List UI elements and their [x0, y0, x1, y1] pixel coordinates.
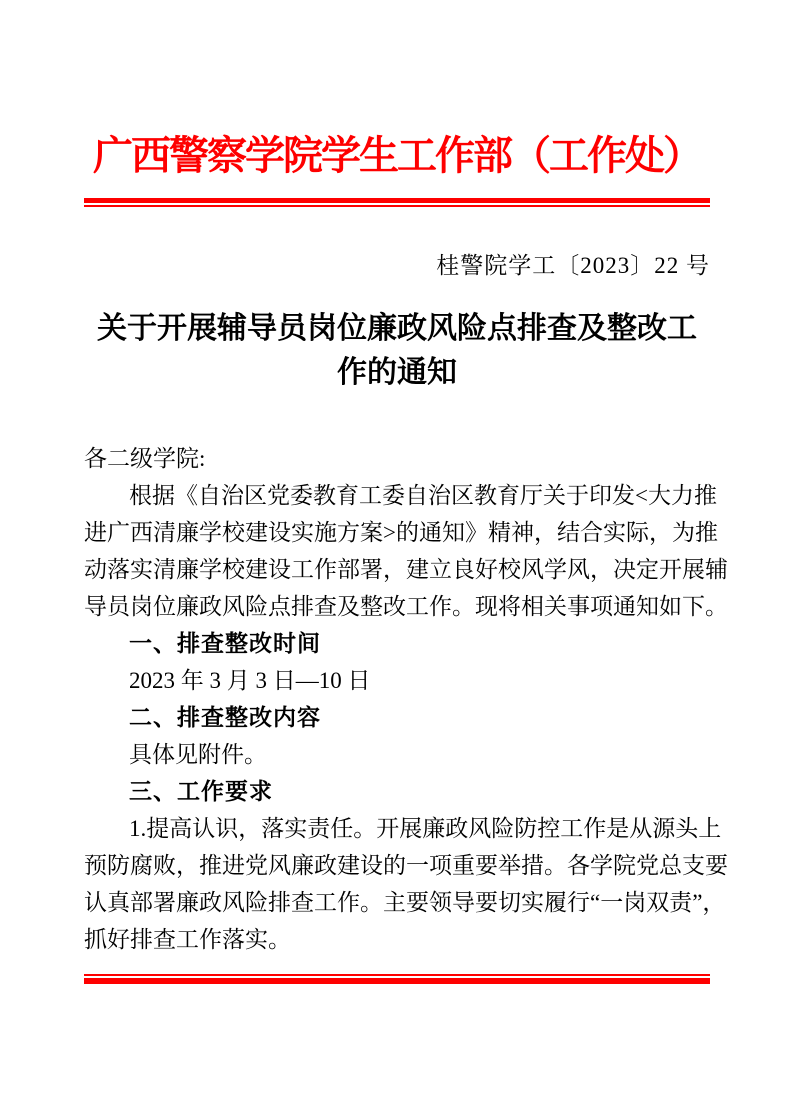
document-content: [84, 0, 728, 984]
red-separator-top: [84, 198, 710, 207]
red-separator-bottom-thick-bar: [84, 978, 710, 984]
document-title-line-1: 关于开展辅导员岗位廉政风险点排查及整改工: [97, 312, 697, 345]
paragraph-line: 进广西清廉学校建设实施方案>的通知》精神，结合实际，为推: [84, 520, 718, 545]
paragraph-line: 认真部署廉政风险排查工作。主要领导要切实履行“一岗双责”，: [84, 890, 726, 915]
paragraph-line: 动落实清廉学校建设工作部署，建立良好校风学风，决定开展辅: [84, 557, 728, 582]
red-separator-bottom: [84, 974, 710, 984]
document-body: [84, 440, 728, 958]
masthead-org-title: 广西警察学院学生工作部（工作处）: [93, 133, 701, 178]
paragraph-line: 预防腐败，推进党风廉政建设的一项重要举措。各学院党总支要: [84, 853, 728, 878]
document-title: [84, 307, 710, 395]
section-2-text: 具体见附件。: [129, 742, 267, 767]
paragraph-line: 1.提高认识，落实责任。开展廉政风险防控工作是从源头上: [129, 816, 722, 841]
section-1-heading: 一、排查整改时间: [129, 630, 321, 656]
document-title-line-2: 作的通知: [337, 356, 457, 389]
section-1-text: 2023 年 3 月 3 日—10 日: [129, 668, 371, 693]
red-separator-top-thin-bar: [84, 205, 710, 207]
salutation: 各二级学院:: [84, 446, 206, 471]
paragraph-line: 根据《自治区党委教育工委自治区教育厅关于印发<大力推: [129, 483, 717, 508]
paragraph-line: 抓好排查工作落实。: [84, 927, 291, 952]
section-2-heading: 二、排查整改内容: [129, 704, 321, 730]
paragraph-line: 导员岗位廉政风险点排查及整改工作。现将相关事项通知如下。: [84, 594, 728, 619]
document-number: 桂警院学工〔2023〕22 号: [436, 253, 710, 278]
section-3-heading: 三、工作要求: [129, 778, 273, 804]
